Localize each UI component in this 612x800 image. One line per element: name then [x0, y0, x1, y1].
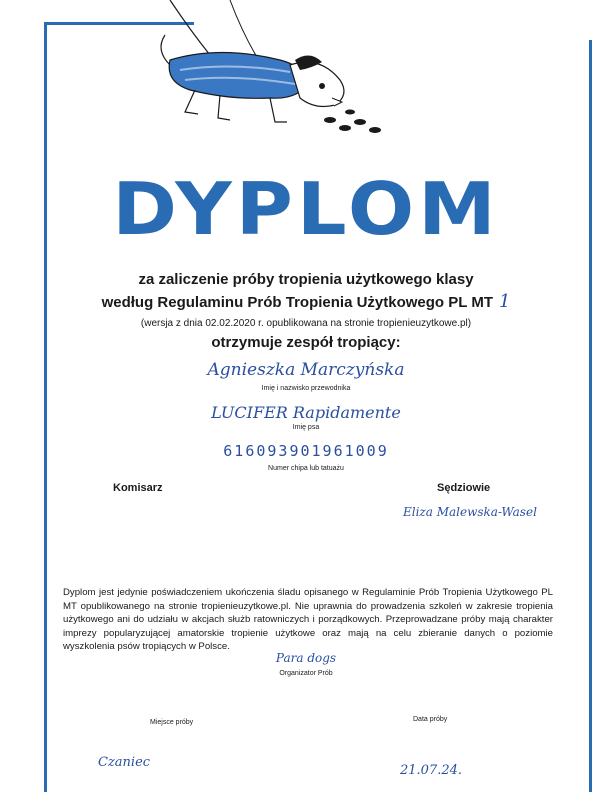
- heading-line-2: [0, 291, 612, 312]
- place-handwritten: Czaniec: [98, 755, 151, 770]
- tracking-dog-illustration: [150, 0, 390, 140]
- place-label: Miejsce próby: [150, 719, 194, 726]
- organizer-caption: Organizator Prób: [279, 670, 333, 677]
- dog-caption: Imię psa: [292, 424, 320, 431]
- version-note: (wersja z dnia 02.02.2020 r. opublikowana na stronie tropienieuzytkowe.pl): [140, 318, 472, 329]
- chip-caption: Numer chipa lub tatuażu: [268, 465, 344, 472]
- organizer-signature: Para dogs: [275, 651, 337, 665]
- chip-number-handwritten: 616093901961009: [223, 442, 389, 460]
- recipient-heading: otrzymuje zespół tropiący:: [211, 334, 401, 351]
- commissioner-label: Komisarz: [113, 482, 163, 494]
- judge-signature: Eliza Malewska-Wasel: [403, 505, 537, 519]
- handler-name-handwritten: Agnieszka Marczyńska: [207, 360, 405, 380]
- heading-line-1: za zaliczenie próby tropienia użytkowego klasy: [138, 271, 474, 288]
- dog-name-handwritten: LUCIFER Rapidamente: [211, 403, 401, 422]
- date-handwritten: 21.07.24.: [400, 763, 463, 778]
- handler-caption: Imię i nazwisko przewodnika: [261, 385, 351, 392]
- pawprint-trail-icon: [324, 110, 381, 134]
- date-label: Data próby: [413, 716, 448, 723]
- disclaimer-paragraph: Dyplom jest jedynie poświadczeniem ukończenia śladu opisanego w Regulaminie Prób Tropienia Użytkowego PL MT opublikowanego na stronie tropienieuzytkowe.pl. Nie uprawnia do prowadzenia szkoleń w zakresie tropienia użytkowego ani do udziału w akcjach służb ratowniczych i porządkowych. Przeprowadzane próby mają charakter imprezy popularyzującej amatorskie tropienie użytkowe oraz mają na celu zbieranie danych o poziomie wyszkolenia psów tropiących w Polsce.: [63, 587, 553, 653]
- diploma-title: DYPLOM: [112, 168, 500, 252]
- class-handwritten: 1: [498, 291, 511, 312]
- regulation-name: według Regulaminu Prób Tropienia Użytkowego PL MT: [101, 294, 493, 311]
- judges-label: Sędziowie: [437, 482, 491, 494]
